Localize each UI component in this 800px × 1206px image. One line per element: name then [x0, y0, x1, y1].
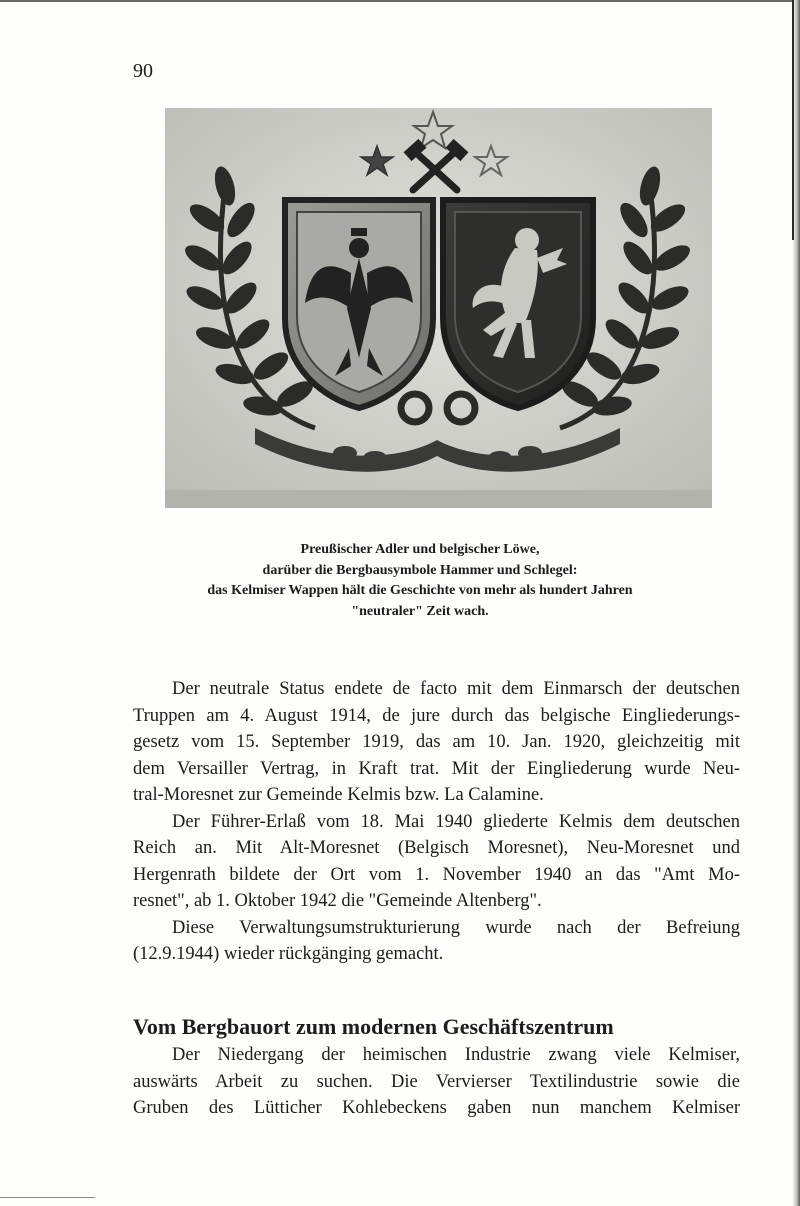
page-edge-shadow — [792, 0, 794, 240]
text-line: Reich an. Mit Alt-Moresnet (Belgisch Moresnet), Neu-Moresnet und — [133, 838, 740, 858]
prussian-eagle-shield-icon — [285, 200, 433, 408]
page-bottom-mark — [0, 1197, 95, 1198]
text-line: dem Versailler Vertrag, in Kraft trat. Mit der Eingliederung wurde Neu- — [133, 758, 740, 779]
text-line: gesetz vom 15. September 1919, das am 10. Jan. 1920, gleichzeitig mit — [133, 732, 740, 752]
text-line: resnet", ab 1. Oktober 1942 die "Gemeinde Altenberg". — [133, 891, 542, 911]
section-heading: Vom Bergbauort zum modernen Geschäftszentrum — [133, 1014, 614, 1039]
section-body-text — [133, 1042, 740, 1122]
text-line: (12.9.1944) wieder rückgänging gemacht. — [133, 944, 444, 964]
coat-of-arms-illustration — [165, 108, 712, 508]
text-line: tral-Moresnet zur Gemeinde Kelmis bzw. La Calamine. — [133, 785, 544, 805]
belgian-lion-shield-icon — [443, 200, 593, 408]
paragraph — [133, 809, 740, 915]
caption-line: darüber die Bergbausymbole Hammer und Schlegel: — [262, 562, 578, 578]
body-text — [133, 676, 740, 968]
text-line: Der Niedergang der heimischen Industrie zwang viele Kelmiser, — [172, 1045, 740, 1065]
text-line: Gruben des Lütticher Kohlebeckens gaben nun manchem Kelmiser — [133, 1098, 740, 1118]
coat-of-arms-photo — [165, 108, 712, 508]
paragraph — [133, 915, 740, 968]
caption-line: das Kelmiser Wappen hält die Geschichte von mehr als hundert Jahren — [207, 583, 633, 598]
page-binding-edge — [793, 0, 800, 1206]
figure-caption — [120, 540, 720, 622]
text-line: Der neutrale Status endete de facto mit dem Einmarsch der deutschen — [172, 679, 740, 699]
text-line: auswärts Arbeit zu suchen. Die Vervierser Textilindustrie sowie die — [133, 1071, 740, 1092]
text-line: Truppen am 4. August 1914, de jure durch das belgische Eingliederungs- — [133, 705, 740, 726]
caption-line: Preußischer Adler und belgischer Löwe, — [300, 542, 540, 557]
page-number: 90 — [133, 60, 153, 82]
caption-line: "neutraler" Zeit wach. — [351, 603, 489, 619]
page-top-edge — [0, 0, 800, 2]
text-line: Der Führer-Erlaß vom 18. Mai 1940 gliederte Kelmis dem deutschen — [172, 811, 740, 832]
paragraph — [133, 676, 740, 809]
text-line: Hergenrath bildete der Ort vom 1. November 1940 an das "Amt Mo- — [133, 864, 740, 885]
text-line: Diese Verwaltungsumstrukturierung wurde nach der Befreiung — [172, 917, 740, 938]
paragraph — [133, 1042, 740, 1122]
